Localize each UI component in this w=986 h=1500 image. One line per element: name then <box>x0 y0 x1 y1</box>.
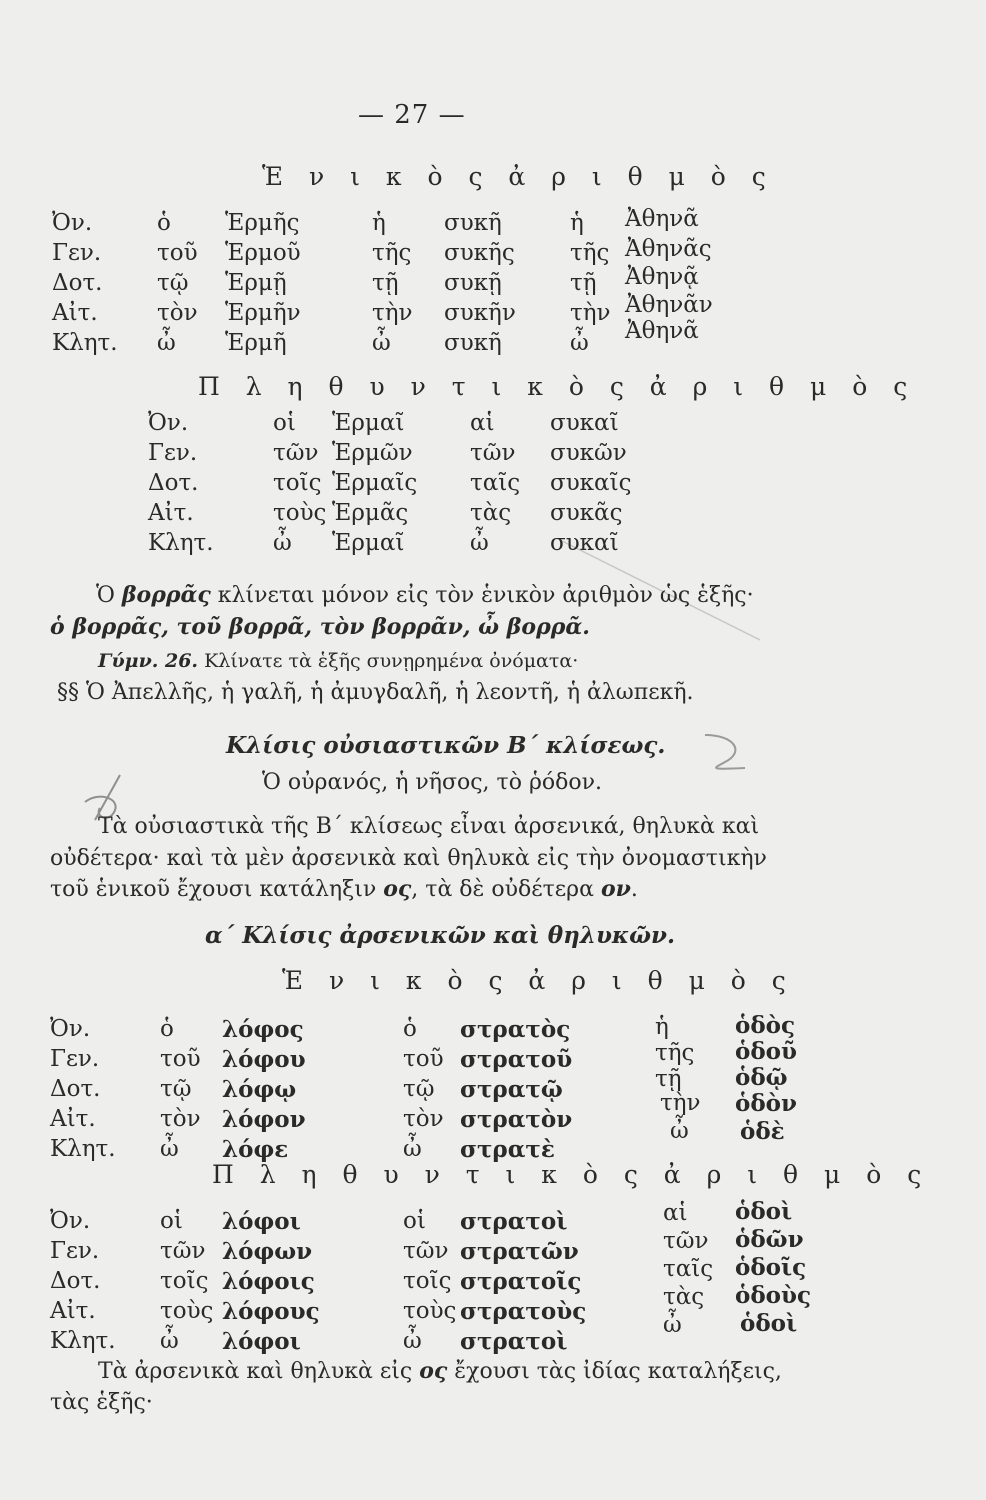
article: ὦ <box>160 1136 179 1162</box>
article: ἡ <box>372 210 386 236</box>
case-label: Αἰτ. <box>148 500 194 526</box>
noun-form: Ἑρμῆς <box>225 210 300 236</box>
article: τῇ <box>570 270 597 296</box>
noun-form: ὁδῶν <box>735 1226 804 1253</box>
article: τῷ <box>403 1076 435 1102</box>
case-label: Κλητ. <box>148 530 214 556</box>
table2-heading: Π λ η θ υ ν τ ι κ ὸ ς ἀ ρ ι θ μ ὸ ς <box>198 372 917 401</box>
article: ὦ <box>663 1312 682 1338</box>
article: τοῖς <box>403 1268 452 1294</box>
article: τοὺς <box>273 500 327 526</box>
noun-form: στρατὸν <box>460 1106 573 1133</box>
case-label: Ὀν. <box>148 410 189 436</box>
section-title: Κλίσις οὐσιαστικῶν Β΄ κλίσεως. <box>226 732 666 759</box>
article: τὴν <box>570 300 611 326</box>
article: τὰς <box>470 500 512 526</box>
article: ὁ <box>157 210 171 236</box>
noun-form: λόφων <box>222 1238 313 1265</box>
table1-heading: Ἑ ν ι κ ὸ ς ἀ ρ ι θ μ ὸ ς <box>262 162 775 191</box>
noun-form: συκῶν <box>550 440 627 466</box>
subsection-title: α΄ Κλίσις ἀρσενικῶν καὶ θηλυκῶν. <box>205 922 676 949</box>
noun-form: Ἑρμοῦ <box>225 240 301 266</box>
noun-form: Ἑρμαῖς <box>332 470 418 496</box>
noun-form: λόφους <box>222 1298 320 1325</box>
article: ταῖς <box>470 470 521 496</box>
noun-form: συκᾶς <box>550 500 623 526</box>
article: τὴν <box>372 300 413 326</box>
article: ταῖς <box>663 1256 714 1282</box>
noun-form: συκῆ <box>444 330 502 356</box>
article: αἱ <box>663 1200 688 1226</box>
article: τὸν <box>160 1106 201 1132</box>
noun-form: στρατοὶ <box>460 1208 568 1235</box>
article: τὸν <box>403 1106 444 1132</box>
case-label: Αἰτ. <box>52 300 98 326</box>
noun-form: στρατῶν <box>460 1238 579 1265</box>
boreas-line-2: ὁ βορρᾶς, τοῦ βορρᾶ, τὸν βορρᾶν, ὦ βορρᾶ. <box>50 614 590 640</box>
article: τῆς <box>570 240 610 266</box>
article: τὰς <box>663 1284 705 1310</box>
noun-form: συκῆν <box>444 300 516 326</box>
text-span: τοῦ ἑνικοῦ ἔχουσι κατάληξιν <box>50 877 384 902</box>
noun-form: στρατοῦ <box>460 1046 573 1073</box>
article: τοὺς <box>403 1298 457 1324</box>
article: τοῦ <box>157 240 198 266</box>
article: ὦ <box>403 1328 422 1354</box>
case-label: Ὀν. <box>50 1016 91 1042</box>
text-span: Ὁ <box>96 583 122 608</box>
article: αἱ <box>470 410 495 436</box>
boreas-line-1 <box>96 582 754 608</box>
article: τῆς <box>372 240 412 266</box>
article: ὁ <box>160 1016 174 1042</box>
noun-form: λόφῳ <box>222 1076 297 1103</box>
case-label: Αἰτ. <box>50 1106 96 1132</box>
article: τοῦ <box>160 1046 201 1072</box>
article: τῷ <box>160 1076 192 1102</box>
case-label: Κλητ. <box>52 330 118 356</box>
noun-form: Ἀθηνᾶ <box>625 206 699 232</box>
noun-form: Ἀθηνᾶς <box>625 236 712 262</box>
case-label: Γεν. <box>52 240 102 266</box>
article: τῇ <box>655 1066 682 1092</box>
article: τῶν <box>470 440 516 466</box>
article: τῆς <box>655 1040 695 1066</box>
noun-form: συκαῖ <box>550 410 619 436</box>
noun-form: Ἑρμῆν <box>225 300 301 326</box>
text-span: ἔχουσι τὰς ἰδίας καταλήξεις, <box>447 1359 782 1384</box>
article: οἱ <box>273 410 296 436</box>
noun-form: ὁδὲ <box>740 1118 785 1145</box>
article: τῷ <box>157 270 189 296</box>
noun-form: ὁδοὺς <box>735 1282 811 1309</box>
noun-form: συκῇ <box>444 270 502 296</box>
ending-os: ος <box>383 876 412 902</box>
case-label: Ὀν. <box>50 1208 91 1234</box>
noun-form: λόφε <box>222 1136 289 1163</box>
noun-form: στρατῷ <box>460 1076 563 1103</box>
article: ἡ <box>655 1014 669 1040</box>
noun-form: στρατοῖς <box>460 1268 582 1295</box>
article: ὦ <box>160 1328 179 1354</box>
noun-form: στρατὸς <box>460 1016 571 1043</box>
noun-form: Ἀθηνᾶ <box>625 318 699 344</box>
article: τοῖς <box>160 1268 209 1294</box>
article: ὦ <box>372 330 391 356</box>
noun-form: ὁδοὶ <box>735 1198 793 1225</box>
noun-form: ὁδὸς <box>735 1012 796 1039</box>
article: τὸν <box>157 300 198 326</box>
noun-form: στρατοὺς <box>460 1298 587 1325</box>
noun-form: στρατὲ <box>460 1136 555 1163</box>
noun-form: Ἑρμαῖ <box>332 410 405 436</box>
final-line-2: τὰς ἑξῆς· <box>50 1390 153 1415</box>
noun-form: λόφοι <box>222 1208 301 1235</box>
article: τὴν <box>660 1090 701 1116</box>
case-label: Δοτ. <box>50 1076 101 1102</box>
italic-word: βορρᾶς <box>121 582 211 608</box>
exercise-words: §§ Ὁ Ἀπελλῆς, ἡ γαλῆ, ἡ ἀμυγδαλῆ, ἡ λεοντῆ, ἡ ἀλωπεκῆ. <box>57 680 694 705</box>
noun-form: συκῆς <box>444 240 515 266</box>
article: ὦ <box>670 1118 689 1144</box>
table4-heading: Π λ η θ υ ν τ ι κ ὸ ς ἀ ρ ι θ μ ὸ ς <box>212 1160 931 1189</box>
article: τῶν <box>273 440 319 466</box>
noun-form: συκαῖ <box>550 530 619 556</box>
article: ὦ <box>273 530 292 556</box>
noun-form: λόφου <box>222 1046 306 1073</box>
noun-form: λόφος <box>222 1016 304 1043</box>
noun-form: ὁδοῦ <box>735 1038 797 1065</box>
noun-form: στρατοὶ <box>460 1328 568 1355</box>
article: τῶν <box>403 1238 449 1264</box>
case-label: Γεν. <box>50 1046 100 1072</box>
article: ὦ <box>570 330 589 356</box>
text-span: , τὰ δὲ οὐδέτερα <box>411 877 601 902</box>
case-label: Κλητ. <box>50 1136 116 1162</box>
case-label: Αἰτ. <box>50 1298 96 1324</box>
ending-os: ος <box>419 1358 448 1384</box>
case-label: Κλητ. <box>50 1328 116 1354</box>
noun-form: λόφοις <box>222 1268 315 1295</box>
article: ἡ <box>570 210 584 236</box>
article: τοῖς <box>273 470 322 496</box>
article: οἱ <box>403 1208 426 1234</box>
case-label: Δοτ. <box>50 1268 101 1294</box>
case-label: Γεν. <box>50 1238 100 1264</box>
case-label: Δοτ. <box>52 270 103 296</box>
article: ὦ <box>470 530 489 556</box>
paragraph-line-2: οὐδέτερα· καὶ τὰ μὲν ἀρσενικὰ καὶ θηλυκὰ εἰς τὴν ὀνομαστικὴν <box>50 846 767 871</box>
exercise-text: Κλίνατε τὰ ἑξῆς συνῃρημένα ὀνόματα· <box>198 650 579 672</box>
table3-heading: Ἑ ν ι κ ὸ ς ἀ ρ ι θ μ ὸ ς <box>282 966 795 995</box>
exercise-line <box>98 650 578 672</box>
noun-form: Ἑρμᾶς <box>332 500 409 526</box>
noun-form: ὁδοὶ <box>740 1310 798 1337</box>
article: οἱ <box>160 1208 183 1234</box>
paragraph-line-3 <box>50 876 638 902</box>
noun-form: Ἑρμῇ <box>225 270 287 296</box>
noun-form: ὁδῷ <box>735 1064 788 1091</box>
noun-form: λόφοι <box>222 1328 301 1355</box>
noun-form: λόφον <box>222 1106 306 1133</box>
examples-line: Ὁ οὐρανός, ἡ νῆσος, τὸ ῥόδον. <box>262 770 602 795</box>
noun-form: Ἀθηνᾷ <box>625 264 699 290</box>
article: τῶν <box>663 1228 709 1254</box>
article: τῇ <box>372 270 399 296</box>
paragraph-line-1: Τὰ οὐσιαστικὰ τῆς Β΄ κλίσεως εἶναι ἀρσενικά, θηλυκὰ καὶ <box>98 814 760 839</box>
noun-form: συκαῖς <box>550 470 632 496</box>
exercise-label: Γύμν. 26. <box>98 650 199 672</box>
noun-form: ὁδὸν <box>735 1090 797 1117</box>
noun-form: ὁδοῖς <box>735 1254 807 1281</box>
noun-form: συκῆ <box>444 210 502 236</box>
noun-form: Ἑρμῶν <box>332 440 413 466</box>
text-span: . <box>630 877 638 902</box>
noun-form: Ἑρμαῖ <box>332 530 405 556</box>
article: τοῦ <box>403 1046 444 1072</box>
article: τῶν <box>160 1238 206 1264</box>
article: ὦ <box>403 1136 422 1162</box>
text-span: Τὰ ἀρσενικὰ καὶ θηλυκὰ εἰς <box>98 1359 420 1384</box>
case-label: Ὀν. <box>52 210 93 236</box>
article: ὦ <box>157 330 176 356</box>
noun-form: Ἑρμῆ <box>225 330 287 356</box>
noun-form: Ἀθηνᾶν <box>625 292 713 318</box>
ending-on: ον <box>600 876 631 902</box>
text-span: κλίνεται μόνον εἰς τὸν ἑνικὸν ἀριθμὸν ὡς ἑξῆς· <box>210 583 754 608</box>
article: τοὺς <box>160 1298 214 1324</box>
final-line-1 <box>98 1358 782 1384</box>
page-number: — 27 — <box>358 100 466 130</box>
case-label: Δοτ. <box>148 470 199 496</box>
case-label: Γεν. <box>148 440 198 466</box>
article: ὁ <box>403 1016 417 1042</box>
